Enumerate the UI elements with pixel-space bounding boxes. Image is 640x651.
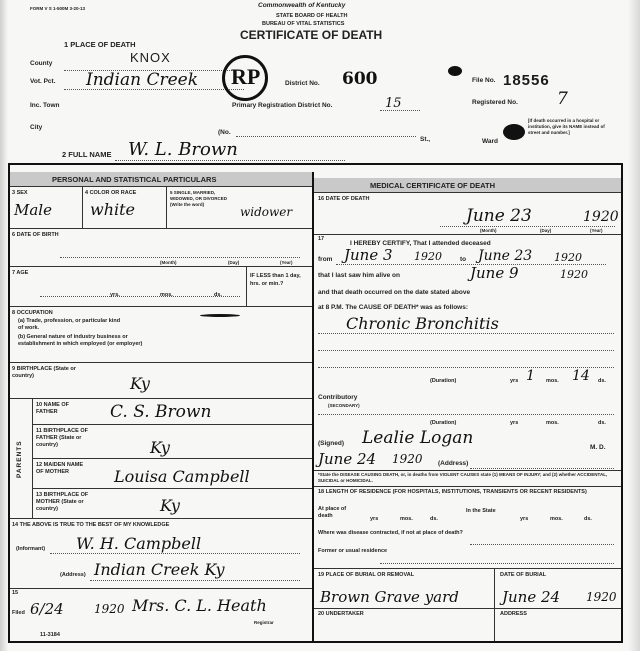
mother-birthplace-label: 13 BIRTHPLACE OF MOTHER (State or country) bbox=[36, 492, 89, 512]
to-year: 1920 bbox=[554, 251, 582, 264]
mother-name-label: 12 MAIDEN NAME OF MOTHER bbox=[36, 462, 84, 475]
signed-date: June 24 bbox=[318, 450, 377, 468]
board: STATE BOARD OF HEALTH bbox=[276, 13, 348, 19]
hospital-note: [If death occurred in a hospital or institution, give its NAME instead of street and number.] bbox=[528, 118, 605, 135]
father-birthplace-value: Ky bbox=[150, 438, 170, 457]
father-name-label: 10 NAME OF FATHER bbox=[36, 402, 70, 415]
dod-day-label: (Day) bbox=[540, 228, 552, 233]
duration-label: (Duration) bbox=[430, 378, 457, 384]
registered-no-label: Registered No. bbox=[472, 99, 518, 106]
residence-ds-label: ds. bbox=[430, 516, 438, 522]
date-burial-label: DATE OF BURIAL bbox=[500, 572, 547, 578]
district-label: District No. bbox=[285, 80, 320, 87]
contrib-ds-label: ds. bbox=[598, 420, 606, 426]
medical-section-title: MEDICAL CERTIFICATE OF DEATH bbox=[370, 181, 495, 190]
at-place-label: At place of death bbox=[318, 506, 347, 519]
signed-value: Lealie Logan bbox=[362, 428, 474, 448]
age-label: 7 AGE bbox=[12, 270, 29, 276]
date-burial-value: June 24 bbox=[502, 588, 561, 606]
informant-statement: 14 THE ABOVE IS TRUE TO THE BEST OF MY KNOWLEDGE bbox=[12, 522, 170, 528]
date-of-death-label: 16 DATE OF DEATH bbox=[318, 196, 370, 202]
full-name-value: W. L. Brown bbox=[128, 139, 238, 160]
former-residence-label: Former or usual residence bbox=[318, 548, 388, 554]
color-value: white bbox=[90, 200, 136, 219]
primary-reg-value: 15 bbox=[385, 96, 402, 111]
mother-name-value: Louisa Campbell bbox=[114, 467, 250, 486]
to-label: to bbox=[460, 256, 467, 263]
contracted-label: Where was disease contracted, if not at place of death? bbox=[318, 530, 463, 536]
registered-no-value: 7 bbox=[557, 89, 568, 109]
to-value: June 23 bbox=[478, 248, 533, 264]
father-name-value: C. S. Brown bbox=[110, 402, 212, 422]
state-ds-label: ds. bbox=[584, 516, 592, 522]
primary-reg-label: Primary Registration District No. bbox=[232, 102, 333, 109]
informant-label: (Informant) bbox=[16, 546, 46, 552]
dod-year-label: (Year) bbox=[590, 228, 603, 233]
cause-value: Chronic Bronchitis bbox=[346, 314, 499, 333]
personal-section-title: PERSONAL AND STATISTICAL PARTICULARS bbox=[52, 175, 217, 184]
burial-value: Brown Grave yard bbox=[320, 588, 459, 606]
city-label: City bbox=[30, 124, 43, 131]
st-label: St., bbox=[420, 136, 431, 143]
scan-edge-right bbox=[628, 0, 640, 651]
cause-footnote: *State the DISEASE CAUSING DEATH, or, in deaths from VIOLENT CAUSES state (1) MEANS OF INJURY; and (2) whether ACCIDENTAL, SUICIDAL or HOMICIDAL. bbox=[318, 472, 608, 483]
contrib-yrs-label: yrs bbox=[510, 420, 519, 426]
date-of-death-year: 1920 bbox=[583, 209, 619, 225]
last-saw-year: 1920 bbox=[560, 268, 588, 281]
duration-mos-label: mos. bbox=[546, 378, 559, 384]
certificate-title: CERTIFICATE OF DEATH bbox=[240, 28, 383, 42]
vot-pct-label: Vot. Pct. bbox=[30, 78, 56, 85]
county-label: County bbox=[30, 60, 53, 67]
dob-day-label: (Day) bbox=[228, 260, 240, 265]
district-value: 600 bbox=[342, 69, 378, 89]
parents-label: PARENTS bbox=[16, 440, 23, 478]
dob-year-label: (Year) bbox=[280, 260, 293, 265]
state-mos-label: mos. bbox=[550, 516, 563, 522]
birthplace-label: 9 BIRTHPLACE (State or country) bbox=[12, 366, 76, 379]
ink-blot bbox=[448, 66, 462, 76]
last-saw-value: June 9 bbox=[470, 264, 519, 282]
dob-label: 6 DATE OF BIRTH bbox=[12, 232, 59, 238]
occupation-a: (a) Trade, profession, or particular kind of work. bbox=[18, 318, 121, 331]
file-no-label: File No. bbox=[472, 77, 496, 84]
seal-text: RP bbox=[231, 64, 261, 89]
undertaker-address-label: ADDRESS bbox=[500, 611, 527, 617]
file-no-value: 18556 bbox=[503, 72, 550, 89]
sex-value: Male bbox=[14, 201, 52, 219]
filed-date: 6/24 bbox=[30, 600, 64, 618]
registrar-label: Registrar bbox=[254, 620, 274, 625]
mother-birthplace-value: Ky bbox=[160, 496, 180, 515]
occupation-b: (b) General nature of industry business or establishment in which employed (or employer) bbox=[18, 334, 143, 347]
duration-yrs: 1 bbox=[526, 368, 535, 384]
county-value: KNOX bbox=[130, 50, 171, 65]
footer-code: 11-3184 bbox=[40, 632, 60, 638]
residence-yrs-label: yrs bbox=[370, 516, 379, 522]
bureau: BUREAU OF VITAL STATISTICS bbox=[262, 21, 345, 27]
informant-value: W. H. Campbell bbox=[76, 534, 202, 553]
last-saw-text: that I last saw him alive on bbox=[318, 272, 400, 279]
color-label: 4 COLOR OR RACE bbox=[85, 190, 137, 196]
from-value: June 3 bbox=[344, 246, 393, 264]
occupation-label: 8 OCCUPATION bbox=[12, 310, 53, 316]
duration-ds-label: ds. bbox=[598, 378, 606, 384]
ink-smudge bbox=[200, 314, 240, 317]
no-label: (No. bbox=[218, 129, 231, 136]
state-yrs-label: yrs bbox=[520, 516, 529, 522]
dod-month-label: (Month) bbox=[480, 228, 497, 233]
date-of-death-value: June 23 bbox=[466, 206, 532, 226]
from-year: 1920 bbox=[414, 250, 442, 263]
contrib-duration-label: (Duration) bbox=[430, 420, 457, 426]
field-15-label: 15 bbox=[12, 590, 19, 596]
birthplace-value: Ky bbox=[130, 374, 150, 393]
burial-label: 19 PLACE OF BURIAL OR REMOVAL bbox=[318, 572, 415, 578]
marital-label: 5 SINGLE, MARRIED, WIDOWED, OR DIVORCED (Write the word) bbox=[170, 190, 227, 207]
contributory-label: Contributory bbox=[318, 394, 358, 401]
date-burial-year: 1920 bbox=[586, 590, 617, 604]
residence-label: 18 LENGTH OF RESIDENCE (FOR HOSPITALS, INSTITUTIONS, TRANSIENTS OR RECENT RESIDENTS) bbox=[318, 489, 587, 495]
age-yrs-label: yrs. bbox=[110, 292, 120, 298]
scan-edge-left bbox=[0, 0, 8, 651]
less-than-label: IF LESS than 1 day, hrs. or min.? bbox=[250, 273, 301, 287]
certify-no: 17 bbox=[318, 236, 325, 242]
residence-mos-label: mos. bbox=[400, 516, 413, 522]
from-label: from bbox=[318, 256, 333, 263]
place-of-death-label: 1 PLACE OF DEATH bbox=[64, 40, 136, 49]
in-state-label: In the State bbox=[466, 508, 496, 514]
duration-yrs-label: yrs bbox=[510, 378, 519, 384]
vot-pct-value: Indian Creek bbox=[86, 70, 199, 90]
secondary-label: (SECONDARY) bbox=[328, 403, 360, 408]
filed-registrar: Mrs. C. L. Heath bbox=[132, 596, 267, 615]
inc-town-label: Inc. Town bbox=[30, 102, 60, 109]
informant-address-value: Indian Creek Ky bbox=[94, 560, 225, 579]
marital-value: widower bbox=[240, 205, 293, 219]
cause-text: at 8 P.M. The CAUSE OF DEATH* was as follows: bbox=[318, 304, 469, 311]
occurred-text: and that death occurred on the date stated above bbox=[318, 289, 471, 296]
full-name-label: 2 FULL NAME bbox=[62, 150, 112, 159]
sex-label: 3 SEX bbox=[12, 190, 28, 196]
father-birthplace-label: 11 BIRTHPLACE OF FATHER (State or country) bbox=[36, 428, 88, 448]
ward-label: Ward bbox=[482, 138, 499, 145]
filed-label: Filed bbox=[12, 610, 25, 616]
commonwealth: Commonwealth of Kentucky bbox=[258, 2, 346, 9]
informant-address-label: (Address) bbox=[60, 572, 86, 578]
filed-year: 1920 bbox=[94, 602, 125, 616]
dob-month-label: (Month) bbox=[160, 260, 177, 265]
signed-address-label: (Address) bbox=[438, 460, 469, 467]
age-mos-label: mos. bbox=[160, 292, 173, 298]
certify-text: I HEREBY CERTIFY, That I attended deceased bbox=[350, 240, 491, 247]
contrib-mos-label: mos. bbox=[546, 420, 559, 426]
undertaker-label: 20 UNDERTAKER bbox=[318, 611, 364, 617]
age-ds-label: ds. bbox=[214, 292, 222, 298]
signed-year: 1920 bbox=[392, 452, 423, 466]
duration-ds: 14 bbox=[572, 368, 590, 384]
ink-blot bbox=[503, 124, 525, 140]
md-label: M. D. bbox=[590, 444, 606, 451]
signed-label: (Signed) bbox=[318, 440, 344, 447]
form-id: FORM V S 1-500M 3-20-13 bbox=[30, 6, 86, 11]
